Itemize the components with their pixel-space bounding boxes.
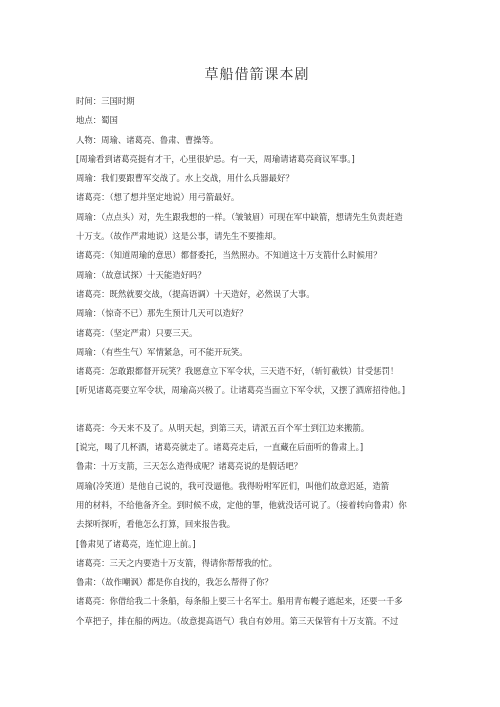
blank-line bbox=[76, 405, 438, 423]
script-line: [说完，喝了几杯酒，诸葛亮就走了。诸葛亮走后，一直藏在后面听的鲁肃上。] bbox=[76, 442, 364, 453]
script-line: 周瑜(冷笑道）是他自己说的，我可没逼他。我得吩咐军匠们，叫他们故意迟延，造箭 bbox=[76, 480, 390, 491]
script-line: 个草把子，排在船的两边。（故意提高语气）我自有妙用。第三天保管有十万支箭。不过 bbox=[76, 615, 399, 626]
script-line: 鲁肃：（故作嘲讽）都是你自找的，我怎么帮得了你？ bbox=[76, 577, 273, 588]
script-body bbox=[76, 96, 438, 626]
page-title: 草船借箭课本剧 bbox=[204, 67, 310, 83]
script-line: 周瑜：（有些生气）军情紧急，可不能开玩笑。 bbox=[76, 346, 248, 357]
script-line: 诸葛亮：你借给我二十条船，每条船上要三十名军士。船用青布幔子遮起来，还要一千多 bbox=[76, 596, 403, 607]
script-line: 去探听探听，看他怎么打算，回来报告我。 bbox=[76, 519, 236, 530]
script-line: 诸葛亮：怎敢跟都督开玩笑？我愿意立下军令状，三天造不好，（斩钉截铁）甘受惩罚！ bbox=[76, 366, 399, 377]
script-line: 诸葛亮：（知道周瑜的意思）都督委托，当然照办。不知道这十万支箭什么时候用？ bbox=[76, 250, 382, 261]
script-line: 鲁肃：十万支箭，三天怎么造得成呢？诸葛亮说的是假话吧？ bbox=[76, 461, 303, 472]
script-line: 诸葛亮：既然就要交战，（提高语调）十天造好，必然误了大事。 bbox=[76, 288, 315, 299]
script-line: 诸葛亮：三天之内要造十万支箭，得请你帮帮我的忙。 bbox=[76, 557, 277, 568]
script-line: 诸葛亮：今天来不及了。从明天起，到第三天，请派五百个军士到江边来搬箭。 bbox=[76, 422, 370, 433]
script-line: [鲁肃见了诸葛亮，连忙迎上前。] bbox=[76, 538, 196, 549]
script-line: 周瑜：（故意试探）十天能造好吗？ bbox=[76, 269, 206, 280]
script-line: 用的材料，不给他备齐全。到时候不成，定他的罪，他就没话可说了。（接着转向鲁肃）你 bbox=[76, 499, 407, 510]
script-line: 诸葛亮：（想了想并坚定地说）用弓箭最好。 bbox=[76, 192, 240, 203]
script-line: [听见诸葛亮要立军令状，周瑜高兴极了。让诸葛亮当面立下军令状，又摆了酒席招待他。] bbox=[76, 385, 405, 396]
script-line: 时间：三国时期 bbox=[76, 96, 135, 106]
script-line: 周瑜：（点点头）对，先生跟我想的一样。（皱皱眉）可现在军中缺箭，想请先生负责赶造 bbox=[76, 211, 403, 222]
script-line: 十万支。（故作严肃地说）这是公事，请先生不要推却。 bbox=[76, 231, 282, 242]
script-line: 地点：蜀国 bbox=[76, 115, 118, 126]
script-line: 诸葛亮：（坚定严肃）只要三天。 bbox=[76, 327, 198, 338]
script-line: 人物：周瑜、诸葛亮、鲁肃、曹操等。 bbox=[76, 134, 219, 145]
script-line: 周瑜：（惊奇不已）那先生预计几天可以造好？ bbox=[76, 308, 248, 319]
script-line: [周瑜看到诸葛亮挺有才干，心里很妒忌。有一天，周瑜请诸葛亮商议军事。] bbox=[76, 153, 355, 164]
script-line: 周瑜：我们要跟曹军交战了。水上交战，用什么兵器最好？ bbox=[76, 173, 294, 184]
